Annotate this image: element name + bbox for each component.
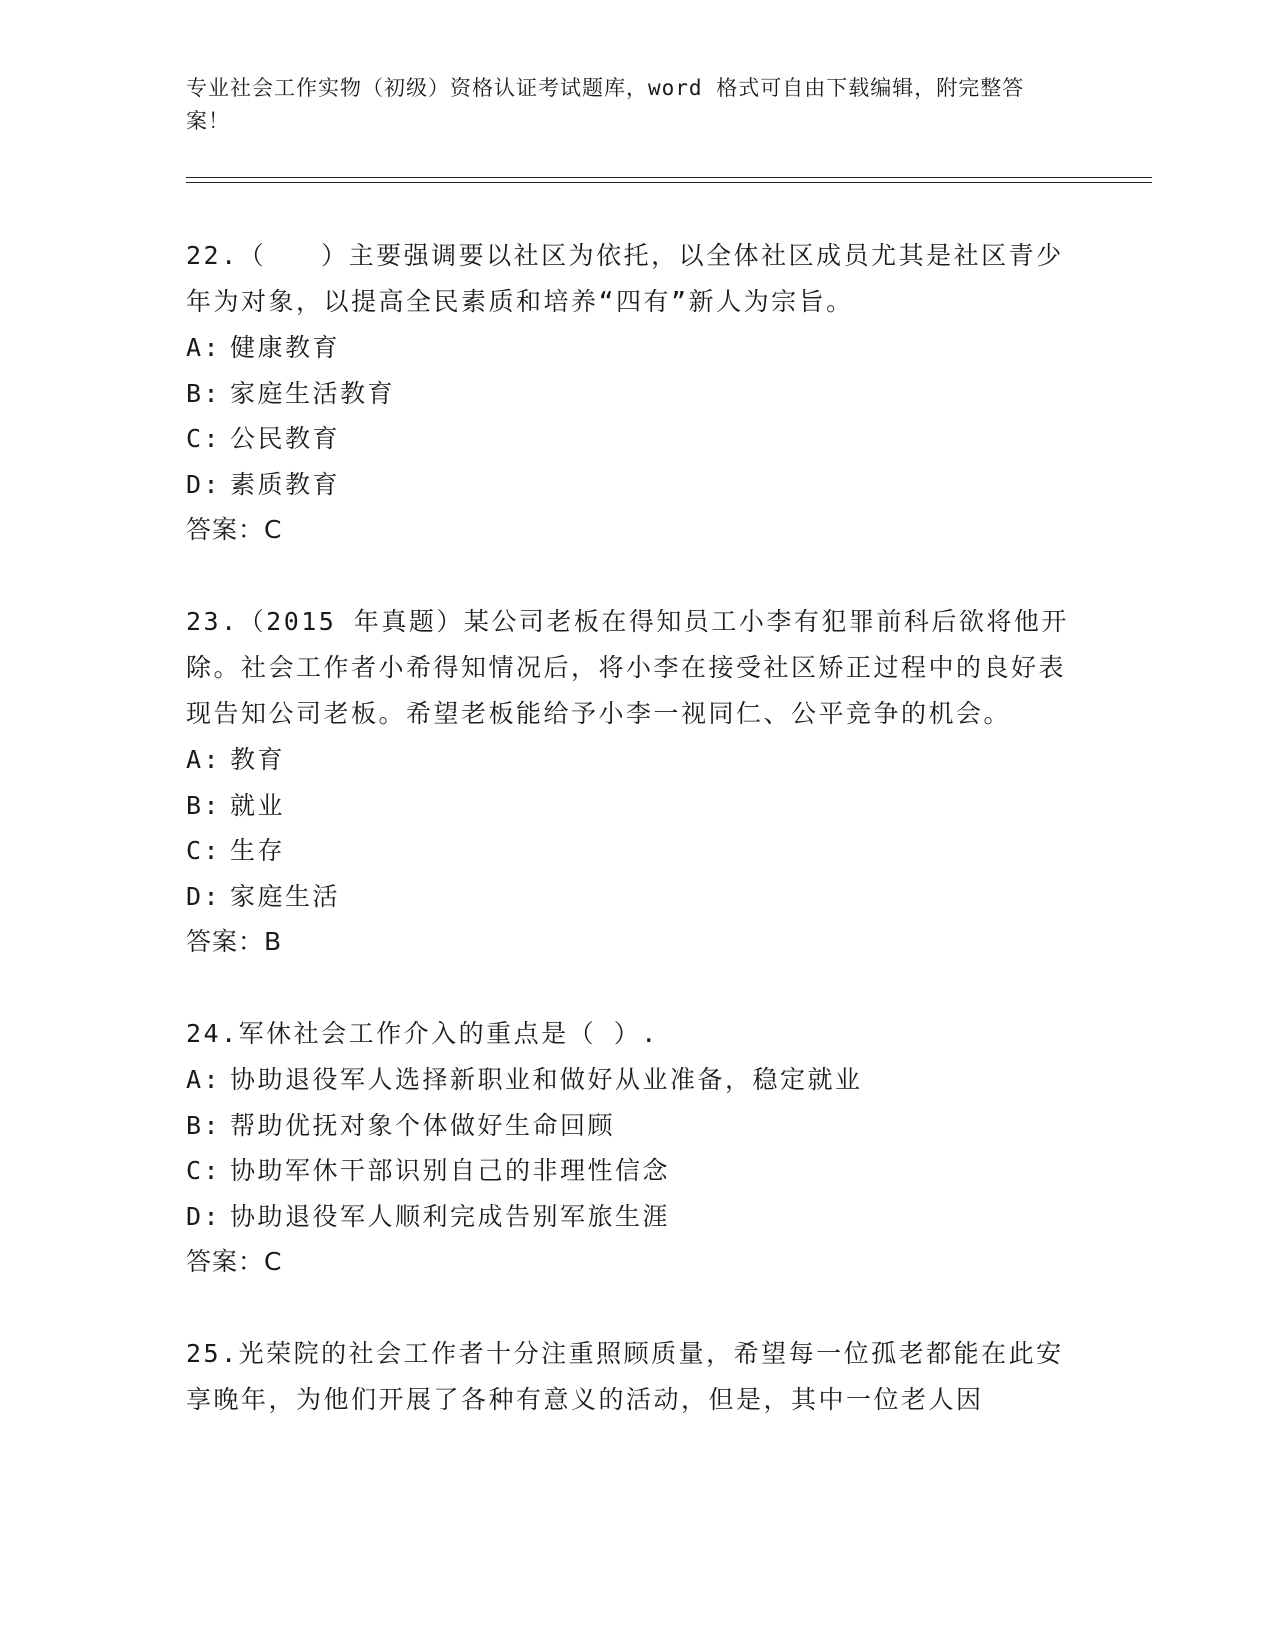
option-c [186, 1148, 1086, 1194]
option-text: 家庭生活 [230, 881, 341, 911]
option-b [186, 371, 1086, 417]
option-b [186, 1103, 1086, 1149]
option-letter: A: [186, 745, 222, 774]
answer-line: 答案：C [186, 515, 283, 544]
question-24 [186, 1011, 1086, 1285]
option-letter: B: [186, 378, 222, 408]
option-letter: A: [186, 333, 222, 362]
question-22 [186, 233, 1086, 553]
option-text: 家庭生活教育 [230, 378, 396, 408]
question-list [186, 233, 1086, 1469]
question-stem: 23.（2015 年真题）某公司老板在得知员工小李有犯罪前科后欲将他开除。社会工作者小希得知情况后，将小李在接受社区矫正过程中的良好表现告知公司老板。希望老板能给予小李一视同仁、公平竞争的机会。 [186, 607, 1069, 728]
option-d [186, 462, 1086, 508]
option-text: 就业 [230, 790, 286, 820]
option-letter: B: [186, 1110, 222, 1140]
option-text: 素质教育 [230, 469, 341, 499]
option-text: 帮助优抚对象个体做好生命回顾 [230, 1110, 616, 1140]
option-b [186, 783, 1086, 829]
option-c [186, 416, 1086, 462]
option-letter: D: [186, 1201, 222, 1231]
option-text: 协助军休干部识别自己的非理性信念 [230, 1156, 671, 1185]
option-text: 协助退役军人顺利完成告别军旅生涯 [230, 1201, 671, 1231]
question-25 [186, 1331, 1086, 1423]
answer-line: 答案：C [186, 1247, 283, 1276]
header-rule-top [186, 177, 1152, 178]
option-a [186, 737, 1086, 783]
option-text: 协助退役军人选择新职业和做好从业准备，稳定就业 [230, 1065, 863, 1094]
option-text: 健康教育 [230, 333, 341, 362]
option-letter: C: [186, 836, 222, 865]
question-stem: 22.（ ）主要强调要以社区为依托，以全体社区成员尤其是社区青少年为对象，以提高全民素质和培养“四有”新人为宗旨。 [186, 241, 1064, 316]
option-d [186, 874, 1086, 920]
option-d [186, 1194, 1086, 1240]
option-text: 教育 [230, 745, 286, 774]
document-header: 专业社会工作实物（初级）资格认证考试题库，word 格式可自由下载编辑，附完整答案！ [186, 76, 1025, 133]
option-letter: A: [186, 1065, 222, 1094]
option-a [186, 325, 1086, 371]
question-stem: 24.军休社会工作介入的重点是（ ）. [186, 1019, 659, 1048]
question-stem: 25.光荣院的社会工作者十分注重照顾质量，希望每一位孤老都能在此安享晚年，为他们开展了各种有意义的活动，但是，其中一位老人因 [186, 1339, 1064, 1414]
question-23 [186, 599, 1086, 965]
option-letter: D: [186, 881, 222, 911]
option-letter: D: [186, 469, 222, 499]
header-rule-bottom [186, 182, 1152, 183]
option-letter: C: [186, 1156, 222, 1185]
option-text: 生存 [230, 836, 286, 865]
option-letter: C: [186, 424, 222, 453]
option-text: 公民教育 [230, 424, 341, 453]
answer-line: 答案：B [186, 927, 283, 956]
option-letter: B: [186, 790, 222, 820]
option-c [186, 828, 1086, 874]
option-a [186, 1057, 1086, 1103]
